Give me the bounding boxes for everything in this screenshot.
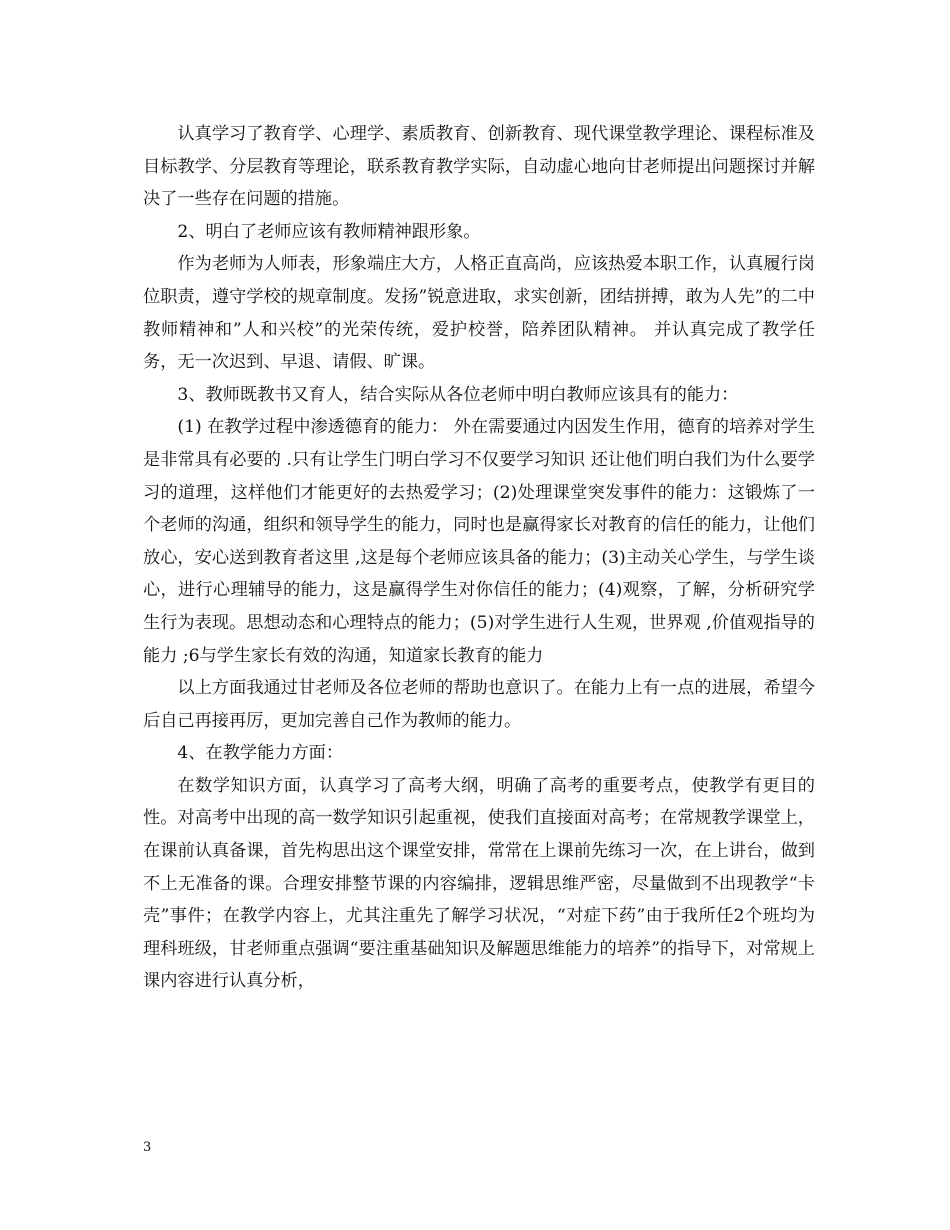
paragraph-6: 以上方面我通过甘老师及各位老师的帮助也意识了。在能力上有一点的进展，希望今后自己再接再厉，更加完善自己作为教师的能力。 [143, 678, 815, 731]
page-number: 3 [143, 1140, 152, 1155]
paragraph-7-heading: 4、在教学能力方面： [177, 743, 344, 764]
body-text [143, 118, 815, 998]
paragraph-3: 作为老师为人师表，形象端庄大方，人格正直高尚，应该热爱本职工作，认真履行岗位职责，遵守学校的规章制度。发扬”锐意进取，求实创新，团结拼搏，敢为人先”的二中教师精神和”人和兴校”的光荣传统，爱护校誉，陪养团队精神。 并认真完成了教学任务，无一次迟到、早退、请假、旷课。 [143, 254, 815, 373]
paragraph-4-heading: 3、教师既教书又育人，结合实际从各位老师中明白教师应该具有的能力： [177, 384, 739, 405]
paragraph-2-heading: 2、明白了老师应该有教师精神跟形象。 [177, 221, 481, 242]
paragraph-8: 在数学知识方面，认真学习了高考大纲，明确了高考的重要考点，使教学有更目的性。对高考中出现的高一数学知识引起重视，使我们直接面对高考；在常规教学课堂上，在课前认真备课，首先构思出这个课堂安排，常常在上课前先练习一次，在上讲台，做到不上无准备的课。合理安排整节课的内容编排，逻辑思维严密，尽量做到不出现教学“卡壳”事件；在教学内容上，尤其注重先了解学习状况，“对症下药”由于我所任2个班均为理科班级，甘老师重点强调“要注重基础知识及解题思维能力的培养”的指导下，对常规上课内容进行认真分析， [143, 775, 815, 992]
paragraph-1: 认真学习了教育学、心理学、素质教育、创新教育、现代课堂教学理论、课程标准及目标教学、分层教育等理论，联系教育教学实际，自动虚心地向甘老师提出问题探讨并解决了一些存在问题的措施。 [143, 124, 815, 210]
paragraph-5: (1) 在教学过程中渗透德育的能力： 外在需要通过内因发生作用，德育的培养对学生是非常具有必要的 .只有让学生门明白学习不仅要学习知识 还让他们明白我们为什么要学习的道理，这样他们才能更好的去热爱学习；(2)处理课堂突发事件的能力：这锻炼了一个老师的沟通，组织和领导学生的能力，同时也是赢得家长对教育的信任的能力，让他们放心，安心送到教育者这里 ,这是每个老师应该具备的能力；(3)主动关心学生，与学生谈心，进行心理辅导的能力，这是赢得学生对你信任的能力；(4)观察，了解，分析研究学生行为表现。思想动态和心理特点的能力；(5)对学生进行人生观，世界观 ,价值观指导的能力 ;6与学生家长有效的沟通，知道家长教育的能力 [143, 417, 815, 666]
